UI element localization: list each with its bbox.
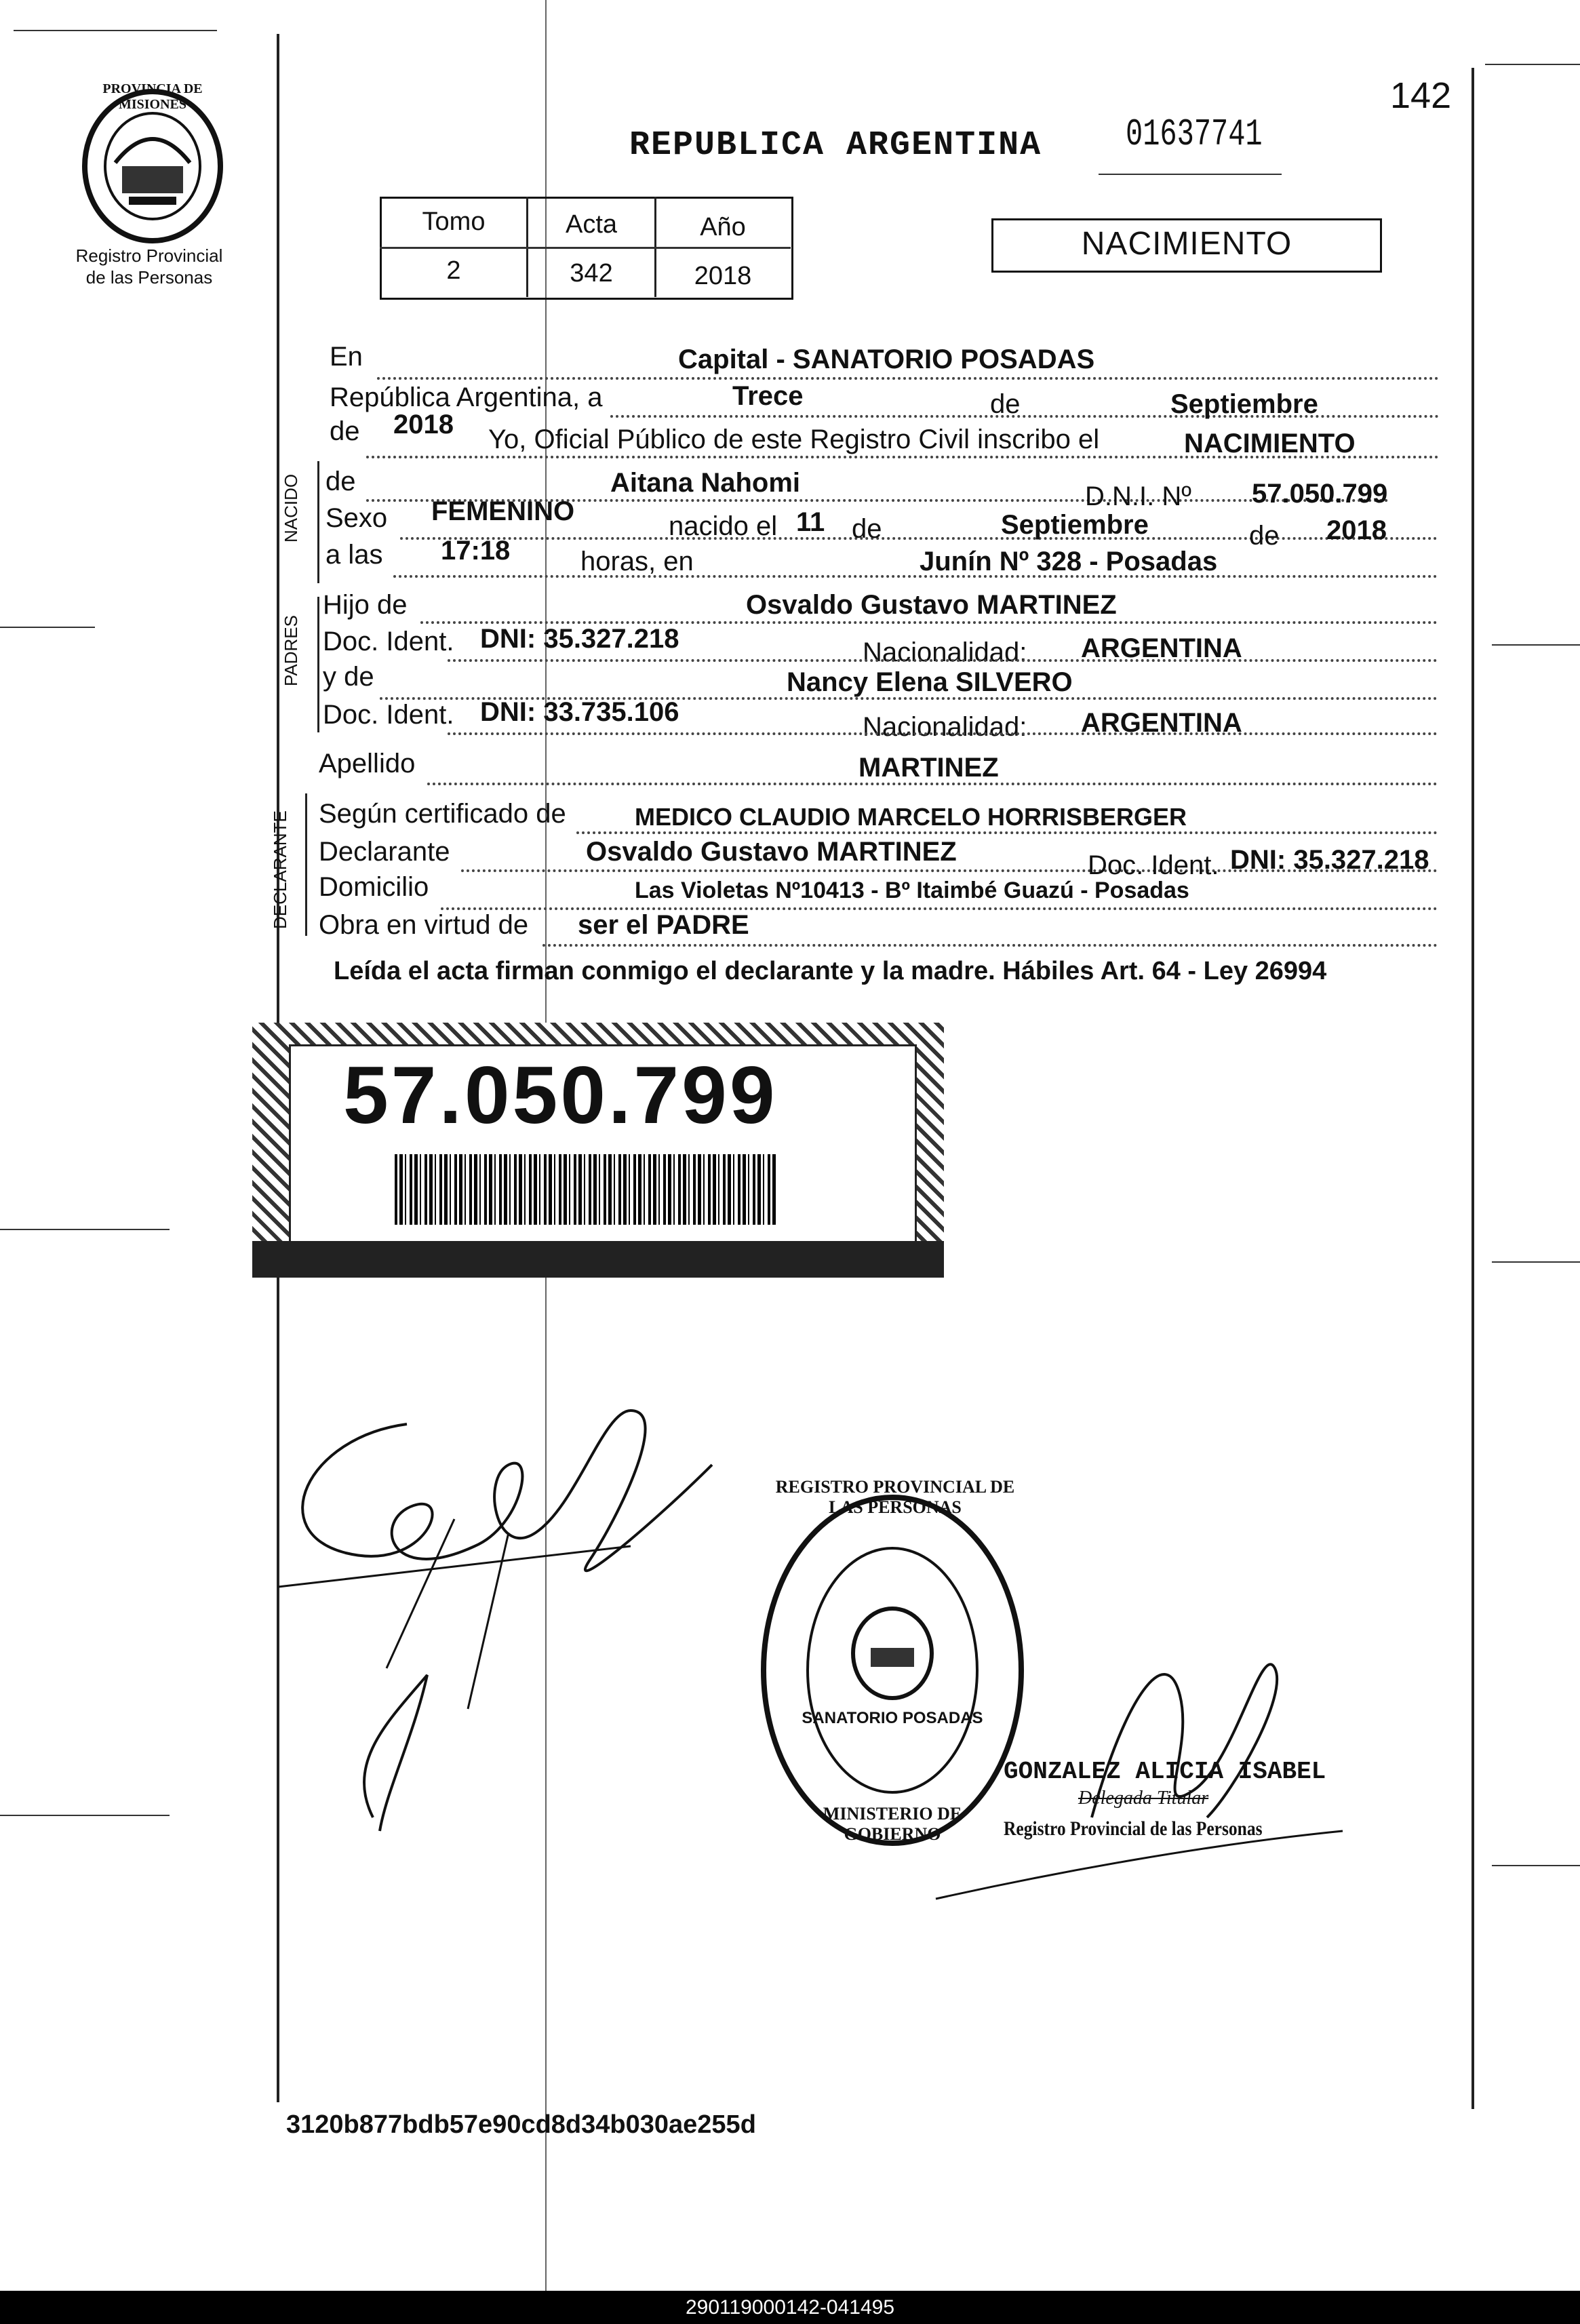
label-dni-no: D.N.I. Nº <box>1085 481 1191 511</box>
official-name: GONZALEZ ALICIA ISABEL <box>1004 1758 1326 1786</box>
value-birth-month: Septiembre <box>1001 510 1149 540</box>
value-mother-nationality: ARGENTINA <box>1081 708 1242 738</box>
side-label-nacido: NACIDO <box>281 473 301 543</box>
value-child-dni: 57.050.799 <box>1252 479 1388 509</box>
value-birth-year: 2018 <box>1326 515 1387 545</box>
dotline-doc-father <box>448 659 1438 662</box>
label-doc-mother: Doc. Ident. <box>323 700 454 730</box>
value-birth-time: 17:18 <box>441 536 511 566</box>
dotline-obra-virtud <box>542 944 1438 947</box>
footer-code: 290119000142-041495 <box>0 2291 1580 2324</box>
label-nac-mother: Nacionalidad: <box>863 712 1027 742</box>
value-birth-day: 11 <box>796 507 825 537</box>
value-father-nationality: ARGENTINA <box>1081 633 1242 663</box>
value-month: Septiembre <box>1170 389 1318 419</box>
sticker-r-band <box>252 1241 944 1278</box>
label-domicilio: Domicilio <box>319 872 429 902</box>
declarante-bracket <box>305 793 307 936</box>
official-role: Delegada Titular <box>1078 1788 1209 1809</box>
label-y-de: y de <box>323 662 374 692</box>
right-dash-1 <box>1492 644 1580 646</box>
value-day-words: Trece <box>732 381 804 411</box>
label-sexo: Sexo <box>325 503 388 533</box>
value-place: Capital - SANATORIO POSADAS <box>678 344 1095 374</box>
label-apellido: Apellido <box>319 749 416 779</box>
table-value-acta: 342 <box>570 259 613 288</box>
agency-line-1: Registro Provincial <box>75 245 223 266</box>
top-dash-line-right <box>1485 64 1580 65</box>
padres-bracket <box>317 597 319 732</box>
label-obra-virtud: Obra en virtud de <box>319 910 529 940</box>
stamp-outer-text: REGISTRO PROVINCIAL DE LAS PERSONAS <box>775 1477 1015 1517</box>
label-de-1: de <box>990 389 1021 419</box>
value-declarant: Osvaldo Gustavo MARTINEZ <box>586 837 957 867</box>
right-margin-line <box>1472 68 1474 2109</box>
value-birth-address: Junín Nº 328 - Posadas <box>920 547 1218 576</box>
dni-sticker-number: 57.050.799 <box>343 1050 778 1141</box>
label-nac-father: Nacionalidad: <box>863 637 1027 667</box>
side-label-padres: PADRES <box>281 615 301 686</box>
act-type: NACIMIENTO <box>1081 226 1292 262</box>
value-sex: FEMENINO <box>431 496 575 526</box>
value-act: NACIMIENTO <box>1184 429 1356 458</box>
label-doc-declarant: Doc. Ident. <box>1088 850 1219 880</box>
label-yo-oficial: Yo, Oficial Público de este Registro Civil inscribo el <box>488 425 1100 454</box>
label-nacido-el: nacido el <box>669 511 778 541</box>
value-declarant-doc: DNI: 35.327.218 <box>1230 845 1429 875</box>
left-dash-3 <box>0 1815 170 1816</box>
closing-text: Leída el acta firman conmigo el declarante y la madre. Hábiles Art. 64 - Ley 26994 <box>334 957 1327 985</box>
stamp-bottom-text: MINISTERIO DE GOBIERNO <box>823 1804 962 1844</box>
label-de-3: de <box>852 514 882 544</box>
label-hijo-de: Hijo de <box>323 590 408 620</box>
label-a-las: a las <box>325 540 383 570</box>
value-capacity: ser el PADRE <box>578 910 749 940</box>
value-mother-name: Nancy Elena SILVERO <box>787 667 1073 697</box>
left-dash-1 <box>0 627 95 628</box>
label-de-2: de <box>330 416 360 446</box>
dotline-en <box>377 377 1439 380</box>
signature-left <box>251 1383 780 1845</box>
value-child-name: Aitana Nahomi <box>610 468 801 498</box>
value-certificate-by: MEDICO CLAUDIO MARCELO HORRISBERGER <box>635 803 1187 831</box>
dotline-segun-cert <box>576 831 1438 834</box>
label-en: En <box>330 342 363 372</box>
serial-underline <box>1099 174 1282 175</box>
dni-barcode <box>395 1154 777 1225</box>
table-header-ano: Año <box>700 213 746 241</box>
table-header-acta: Acta <box>565 210 618 239</box>
side-label-declarante: DECLARANTE <box>270 810 290 929</box>
table-header-tomo: Tomo <box>422 208 486 236</box>
value-surname: MARTINEZ <box>858 753 999 783</box>
dotline-a-las <box>393 575 1438 578</box>
label-doc-father: Doc. Ident. <box>323 627 454 656</box>
table-value-tomo: 2 <box>446 256 461 285</box>
label-de-4: de <box>1249 521 1280 551</box>
top-dash-line <box>14 30 217 31</box>
dotline-sexo <box>400 537 1438 540</box>
value-father-name: Osvaldo Gustavo MARTINEZ <box>746 590 1117 620</box>
document-hash: 3120b877bdb57e90cd8d34b030ae255d <box>286 2110 756 2139</box>
value-address: Las Violetas Nº10413 - Bº Itaimbé Guazú - Posadas <box>635 878 1189 903</box>
country-title: REPUBLICA ARGENTINA <box>629 126 1042 165</box>
value-year: 2018 <box>393 410 454 439</box>
right-dash-2 <box>1492 1261 1580 1263</box>
nacido-bracket <box>317 461 319 583</box>
label-declarante: Declarante <box>319 837 450 867</box>
label-republica: República Argentina, a <box>330 382 603 412</box>
dotline-doc-mother <box>448 732 1438 735</box>
value-mother-doc: DNI: 33.735.106 <box>480 697 679 727</box>
left-dash-2 <box>0 1229 170 1230</box>
value-father-doc: DNI: 35.327.218 <box>480 624 679 654</box>
label-de-child: de <box>325 467 356 496</box>
right-dash-3 <box>1492 1865 1580 1866</box>
page-number: 142 <box>1390 75 1452 116</box>
official-office: Registro Provincial de las Personas <box>1004 1817 1263 1840</box>
serial-number: 01637741 <box>1126 113 1263 156</box>
agency-line-2: de las Personas <box>85 267 213 288</box>
table-value-ano: 2018 <box>694 262 752 290</box>
seal-text: PROVINCIA DE MISIONES <box>102 81 203 112</box>
stamp-inner-text: SANATORIO POSADAS <box>802 1709 983 1727</box>
label-segun-cert: Según certificado de <box>319 799 566 829</box>
table-row-divider <box>380 247 791 249</box>
label-horas-en: horas, en <box>580 547 694 576</box>
